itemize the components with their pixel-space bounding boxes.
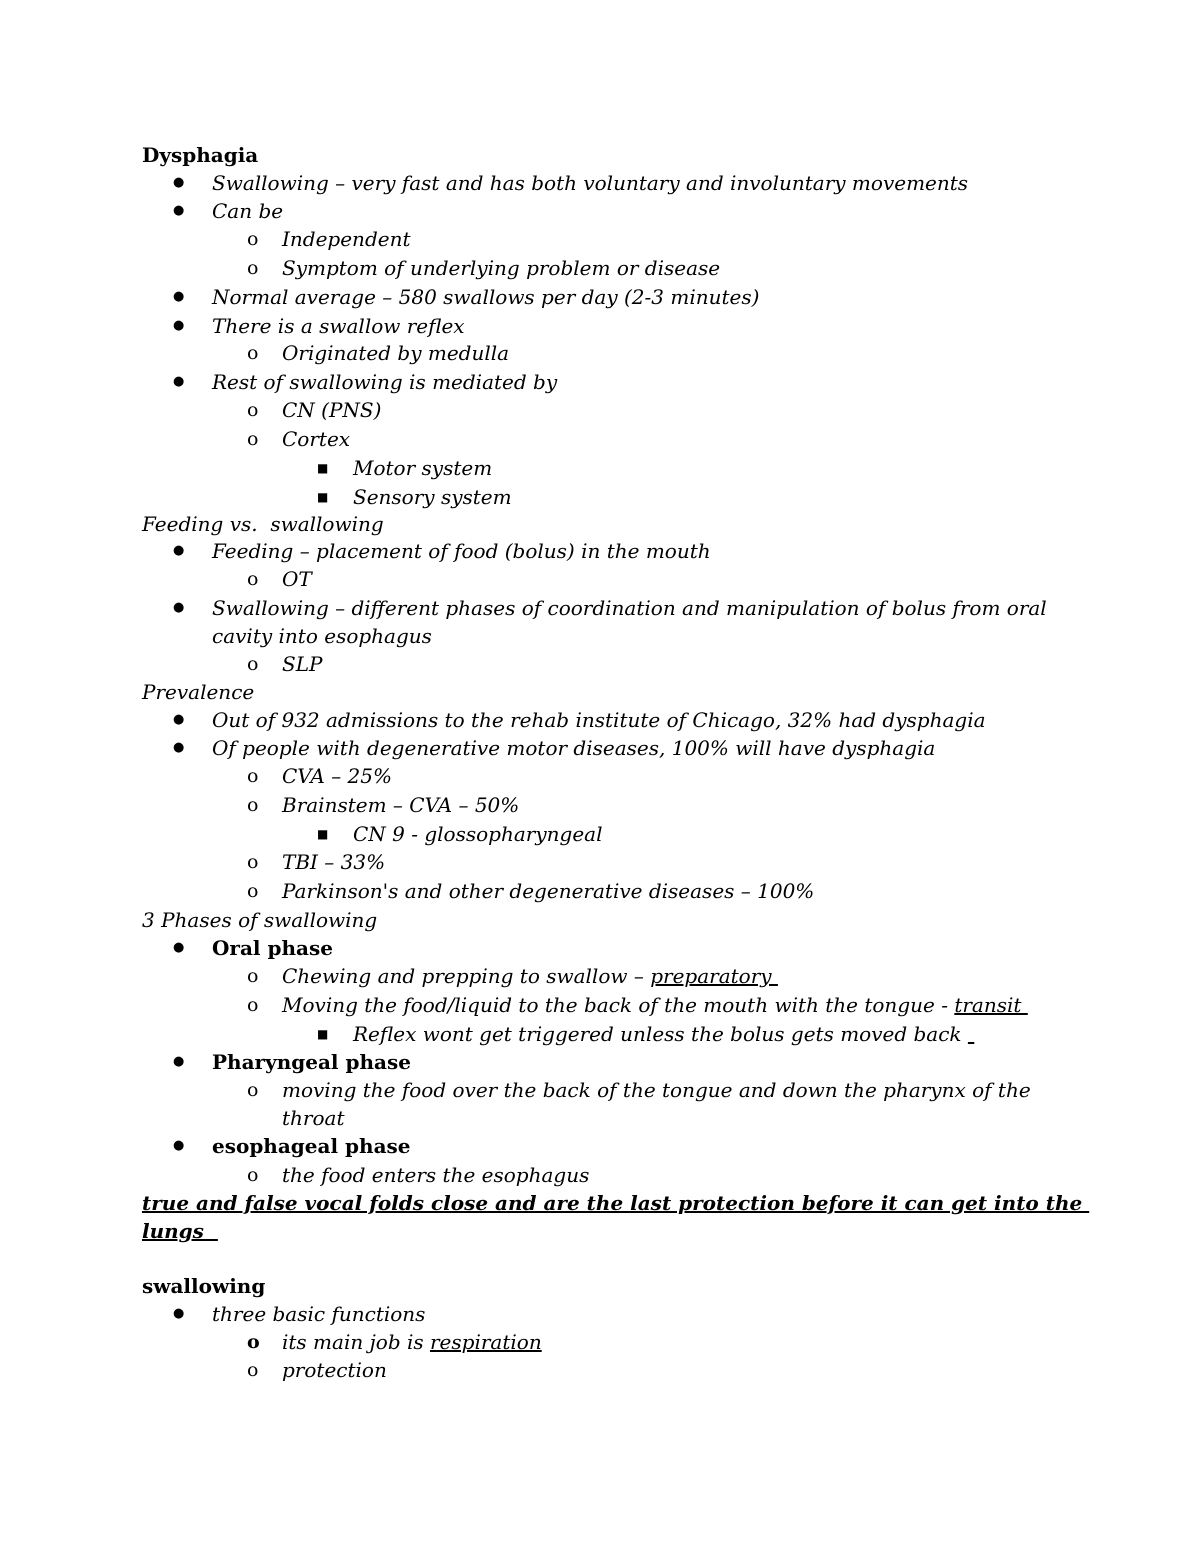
- list-item: [282, 396, 381, 424]
- list-item: [212, 934, 333, 962]
- list-item: [282, 962, 778, 990]
- text-run: swallowing: [142, 1274, 266, 1298]
- text-run: Can be: [212, 199, 284, 223]
- text-run: the food enters the esophagus: [282, 1163, 590, 1187]
- text-run: Feeding – placement of food (bolus) in the mouth: [212, 539, 711, 563]
- text-run: respiration: [430, 1330, 542, 1354]
- text-run: three basic functions: [212, 1302, 426, 1326]
- circle-bullet-icon: o: [247, 568, 259, 590]
- heading-line: [142, 906, 377, 934]
- text-run: Of people with degenerative motor diseases, 100% will have dysphagia: [212, 736, 936, 760]
- square-bullet-icon: ■: [317, 827, 329, 841]
- bullet-icon: ●: [173, 318, 185, 333]
- text-run: There is a swallow reflex: [212, 314, 465, 338]
- list-item: [282, 339, 509, 367]
- bullet-icon: ●: [173, 543, 185, 558]
- list-item: [212, 706, 986, 734]
- heading-line: [142, 1189, 1089, 1217]
- text-run: Moving the food/liquid to the back of the mouth with the tongue -: [282, 993, 955, 1017]
- heading-line: [142, 1217, 218, 1245]
- text-run: CVA – 25%: [282, 764, 392, 788]
- circle-bullet-icon: o: [247, 1164, 259, 1186]
- text-run: SLP: [282, 652, 323, 676]
- text-run: lungs: [142, 1219, 218, 1243]
- list-item: [282, 225, 411, 253]
- list-item: [212, 368, 557, 396]
- circle-bullet-icon: o: [247, 880, 259, 902]
- circle-bullet-icon: o: [247, 851, 259, 873]
- square-bullet-icon: ■: [317, 1027, 329, 1041]
- heading-line: [142, 510, 384, 538]
- heading-line: [142, 141, 258, 169]
- text-run: Independent: [282, 227, 411, 251]
- circle-bullet-icon: o: [247, 228, 259, 250]
- text-run: [968, 1022, 974, 1046]
- text-run: Motor system: [353, 456, 493, 480]
- text-run: TBI – 33%: [282, 850, 386, 874]
- text-run: Feeding vs. swallowing: [142, 512, 384, 536]
- text-run: transit: [954, 993, 1028, 1017]
- list-item: [212, 1300, 425, 1328]
- list-item: [212, 283, 759, 311]
- list-item: [212, 169, 968, 197]
- text-run: Normal average – 580 swallows per day (2-3 minutes): [212, 285, 760, 309]
- bullet-icon: ●: [173, 1138, 185, 1153]
- text-run: Prevalence: [142, 680, 255, 704]
- bullet-icon: ●: [173, 1054, 185, 1069]
- text-run: Rest of swallowing is mediated by: [212, 370, 558, 394]
- text-run: Sensory system: [353, 485, 512, 509]
- circle-bullet-icon: o: [247, 257, 259, 279]
- list-item: [282, 848, 385, 876]
- text-run: 3 Phases of swallowing: [142, 908, 378, 932]
- list-item: [212, 734, 935, 762]
- circle-bullet-icon: o: [247, 794, 259, 816]
- text-run: Pharyngeal phase: [212, 1050, 411, 1074]
- text-run: Oral phase: [212, 936, 333, 960]
- list-item: [282, 1161, 589, 1189]
- list-item: [212, 622, 432, 650]
- text-run: Swallowing – very fast and has both voluntary and involuntary movements: [212, 171, 969, 195]
- circle-bullet-icon: o: [247, 765, 259, 787]
- list-item: [212, 537, 711, 565]
- bullet-icon: ●: [173, 600, 185, 615]
- text-run: OT: [282, 567, 312, 591]
- heading-line: [142, 678, 254, 706]
- text-run: Symptom of underlying problem or disease: [282, 256, 721, 280]
- text-run: CN (PNS): [282, 398, 382, 422]
- list-item: [282, 1328, 542, 1356]
- text-run: esophageal phase: [212, 1134, 411, 1158]
- list-item: [212, 1132, 411, 1160]
- bullet-icon: ●: [173, 740, 185, 755]
- circle-bullet-icon: o: [247, 399, 259, 421]
- list-item: [212, 594, 1047, 622]
- bullet-icon: ●: [173, 940, 185, 955]
- circle-bullet-icon: o: [247, 965, 259, 987]
- square-bullet-icon: ■: [317, 461, 329, 475]
- list-item: [353, 483, 512, 511]
- list-item: [212, 197, 283, 225]
- list-item: [282, 1104, 344, 1132]
- text-run: Chewing and prepping to swallow –: [282, 964, 651, 988]
- text-run: Swallowing – different phases of coordination and manipulation of bolus from oral: [212, 596, 1047, 620]
- text-run: Reflex wont get triggered unless the bolus gets moved back: [353, 1022, 968, 1046]
- circle-bullet-icon: o: [247, 653, 259, 675]
- list-item: [282, 650, 322, 678]
- text-run: Dysphagia: [142, 143, 259, 167]
- text-run: CN 9 - glossopharyngeal: [353, 822, 603, 846]
- list-item: [282, 254, 720, 282]
- text-run: Cortex: [282, 427, 351, 451]
- bullet-icon: ●: [173, 1306, 185, 1321]
- list-item: [282, 1356, 387, 1384]
- text-run: true and false vocal folds close and are the last protection before it can get into the: [142, 1191, 1090, 1215]
- text-run: throat: [282, 1106, 345, 1130]
- list-item: [282, 565, 312, 593]
- text-run: Out of 932 admissions to the rehab institute of Chicago, 32% had dysphagia: [212, 708, 986, 732]
- circle-bullet-icon: o: [247, 1079, 259, 1101]
- text-run: Parkinson's and other degenerative diseases – 100%: [282, 879, 815, 903]
- circle-bullet-icon: o: [247, 342, 259, 364]
- list-item: [353, 820, 602, 848]
- circle-bullet-icon: o: [247, 1359, 259, 1381]
- list-item: [282, 991, 1028, 1019]
- text-run: its main job is: [282, 1330, 430, 1354]
- bullet-icon: ●: [173, 175, 185, 190]
- bullet-icon: ●: [173, 203, 185, 218]
- bullet-icon: ●: [173, 712, 185, 727]
- list-item: [282, 791, 519, 819]
- text-run: Originated by medulla: [282, 341, 510, 365]
- list-item: [212, 312, 465, 340]
- square-bullet-icon: ■: [317, 490, 329, 504]
- bullet-icon: ●: [173, 289, 185, 304]
- list-item: [282, 762, 392, 790]
- heading-line: [142, 1272, 265, 1300]
- text-run: cavity into esophagus: [212, 624, 432, 648]
- text-run: moving the food over the back of the tongue and down the pharynx of the: [282, 1078, 1031, 1102]
- circle-bullet-icon: o: [247, 1331, 260, 1353]
- list-item: [353, 1020, 974, 1048]
- list-item: [282, 877, 814, 905]
- list-item: [212, 1048, 411, 1076]
- bullet-icon: ●: [173, 374, 185, 389]
- text-run: protection: [282, 1358, 387, 1382]
- text-run: Brainstem – CVA – 50%: [282, 793, 520, 817]
- list-item: [353, 454, 492, 482]
- list-item: [282, 1076, 1031, 1104]
- text-run: preparatory: [650, 964, 778, 988]
- circle-bullet-icon: o: [247, 428, 259, 450]
- circle-bullet-icon: o: [247, 994, 259, 1016]
- list-item: [282, 425, 350, 453]
